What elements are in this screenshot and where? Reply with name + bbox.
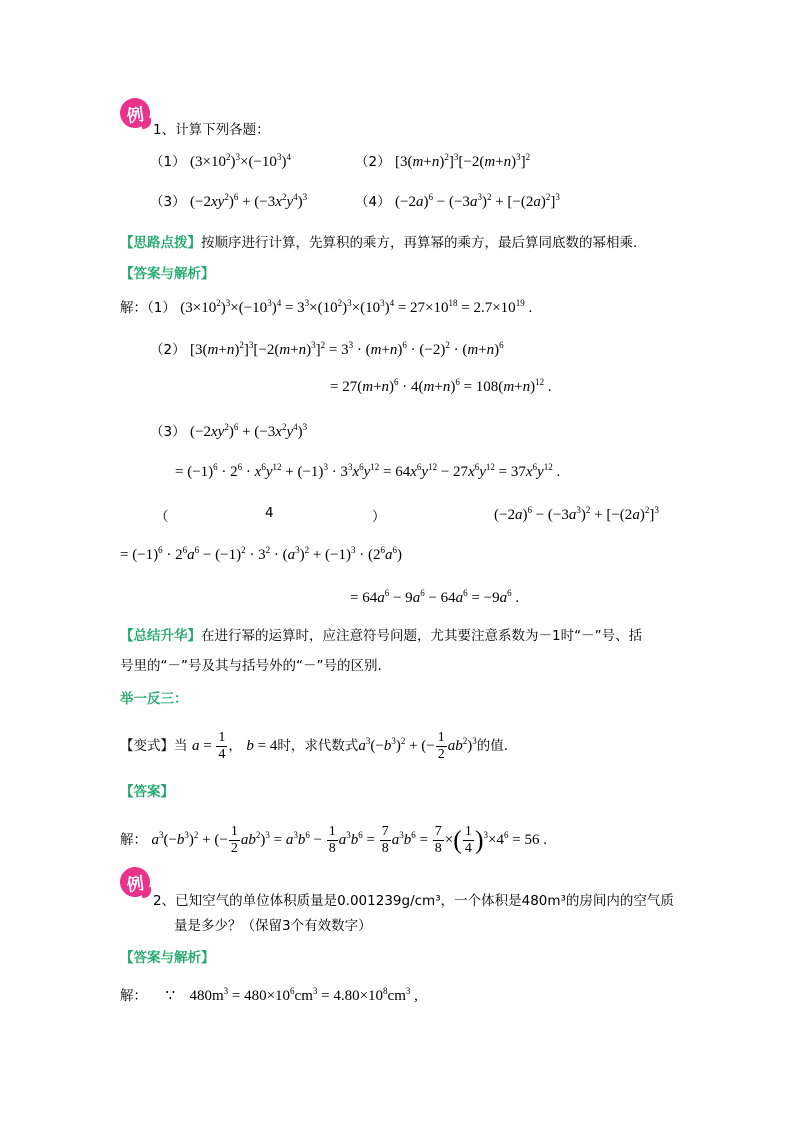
summary-line1 [120,624,642,644]
problem-2-label: （2） [355,154,391,170]
problem-1-expr: $(3\times 10^2)^3\times(-10^3)^4$ [190,152,291,170]
summary-tag: 【总结升华】 [120,628,201,644]
problem-2 [355,150,530,171]
juyifansan-heading: 举一反三： [120,691,188,707]
answer1-line7: = $(-1)^6 \cdot 2^6a^6 - (-1)^2 \cdot 3^2 \cdot (a^3)^2 + (-1)^3 \cdot (2^6a^6)$ [120,545,403,563]
hint-tag: 【思路点拨】 [120,235,201,251]
answer1-label-3: （3） [150,424,186,440]
variant-line: 【变式】当 a = $\frac{1}{4}$ ， b = 4时，求代数式$a^3(-b^3)^2$ + (− $\frac{1}{2}$ $ab^2)^3$的值. [120,730,509,763]
example-badge-icon-2: 例 [118,865,152,899]
answer1-label-4-close: ） [372,509,386,525]
because-symbol: ∵ [165,988,175,1004]
variant-answer-line: 解： $a^3(-b^3)^2$ + (− $\frac{1}{2}$ $ab^2)^3 = a^3b^6$ − $\frac{1}{8}$ $a^3b^6$ = $\frac{7}{8}$ $a^3b^6$ = $\frac{7}{8}$ ×( $\frac{1}{4}$ )$^3\times 4^6 = 56$ . [120,824,547,857]
problem-2-expr: $[3(m+n)^2]^3[-2(m+n)^3]^2$ [395,152,531,170]
problem-4-expr: $(-2a)^6 - (-3a^3)^2 + [-(2a)^2]^3$ [395,192,560,210]
answer1-line4: （3） $(-2xy^2)^6 + (-3x^2y^4)^3$ [150,422,308,440]
problem-3 [150,190,307,211]
variant-tag: 【变式】 [120,738,174,754]
answer2-line1: 解： ∵ $480m^3 = 480\times 10^6cm^3 = 4.80\times 10^8cm^3$ , [120,986,418,1004]
variant-answer-tag: 【答案】 [120,784,174,800]
answer1-tag: 【答案与解析】 [120,266,215,282]
example2-line1: 2、已知空气的单位体积质量是0.001239g/cm³，一个体积是480m³的房间内的空气质 [153,893,674,909]
problem-1 [150,150,291,171]
answer1-label-2: （2） [150,342,186,358]
answer1-line1: 解：（1） $(3\times 10^2)^3\times(-10^3)^4 = 3^3\times(10^2)^3\times(10^3)^4 = 27\times 10^{18} = 2.7\times 10^{19}$ . [120,298,533,316]
answer1-line6: $(-2a)^6 - (-3a^3)^2 + [-(2a)^2]^3$ [494,505,659,523]
summary-line2: 号里的“－”号及其与括号外的“－”号的区别. [120,658,382,674]
variant-comma: ， [228,738,242,754]
problem-3-label: （3） [150,194,186,210]
variant-text-when: 当 [174,738,188,754]
example1-intro: 1、计算下列各题： [153,122,270,138]
answer2-tag: 【答案与解析】 [120,950,215,966]
variant-answer-lead: 解： [120,832,147,848]
answer1-line2: （2） $[3(m+n)^2]^3[-2(m+n)^3]^2 = 3^3 \cdot (m+n)^6 \cdot (-2)^2 \cdot (m+n)^6$ [150,340,504,358]
answer1-label-4-num: 4 [265,505,274,521]
problem-1-label: （1） [150,154,186,170]
example2-line2: 量是多少？（保留3个有效数字） [174,918,372,934]
example-badge-icon: 例 [118,96,152,130]
problem-4 [355,190,560,211]
summary-text-1: 在进行幂的运算时，应注意符号问题，尤其要注意系数为－1时“－”号、括 [201,628,643,644]
hint-line [120,231,637,251]
variant-text-find: 时，求代数式 [277,738,359,754]
answer1-line8: = $64a^6 - 9a^6 - 64a^6 = -9a^6$ . [350,588,520,606]
answer1-label-4-open: （ [155,509,169,525]
variant-text-value: 的值. [476,738,509,754]
answer1-line5: = $(-1)^6 \cdot 2^6 \cdot x^6y^{12} + (-1)^3 \cdot 3^3x^6y^{12} = 64x^6y^{12} - 27x^6y^{12} = 37x^6y^{12}$ . [175,462,561,480]
problem-4-label: （4） [355,194,391,210]
problem-3-expr: $(-2xy^2)^6 + (-3x^2y^4)^3$ [190,192,308,210]
answer1-lead: 解：（1） [120,300,176,316]
answer1-line3: = $27(m+n)^6 \cdot 4(m+n)^6 = 108(m+n)^{12}$ . [330,377,552,395]
hint-text: 按顺序进行计算，先算积的乘方，再算幂的乘方，最后算同底数的幂相乘. [201,235,638,251]
answer2-lead: 解： [120,988,147,1004]
